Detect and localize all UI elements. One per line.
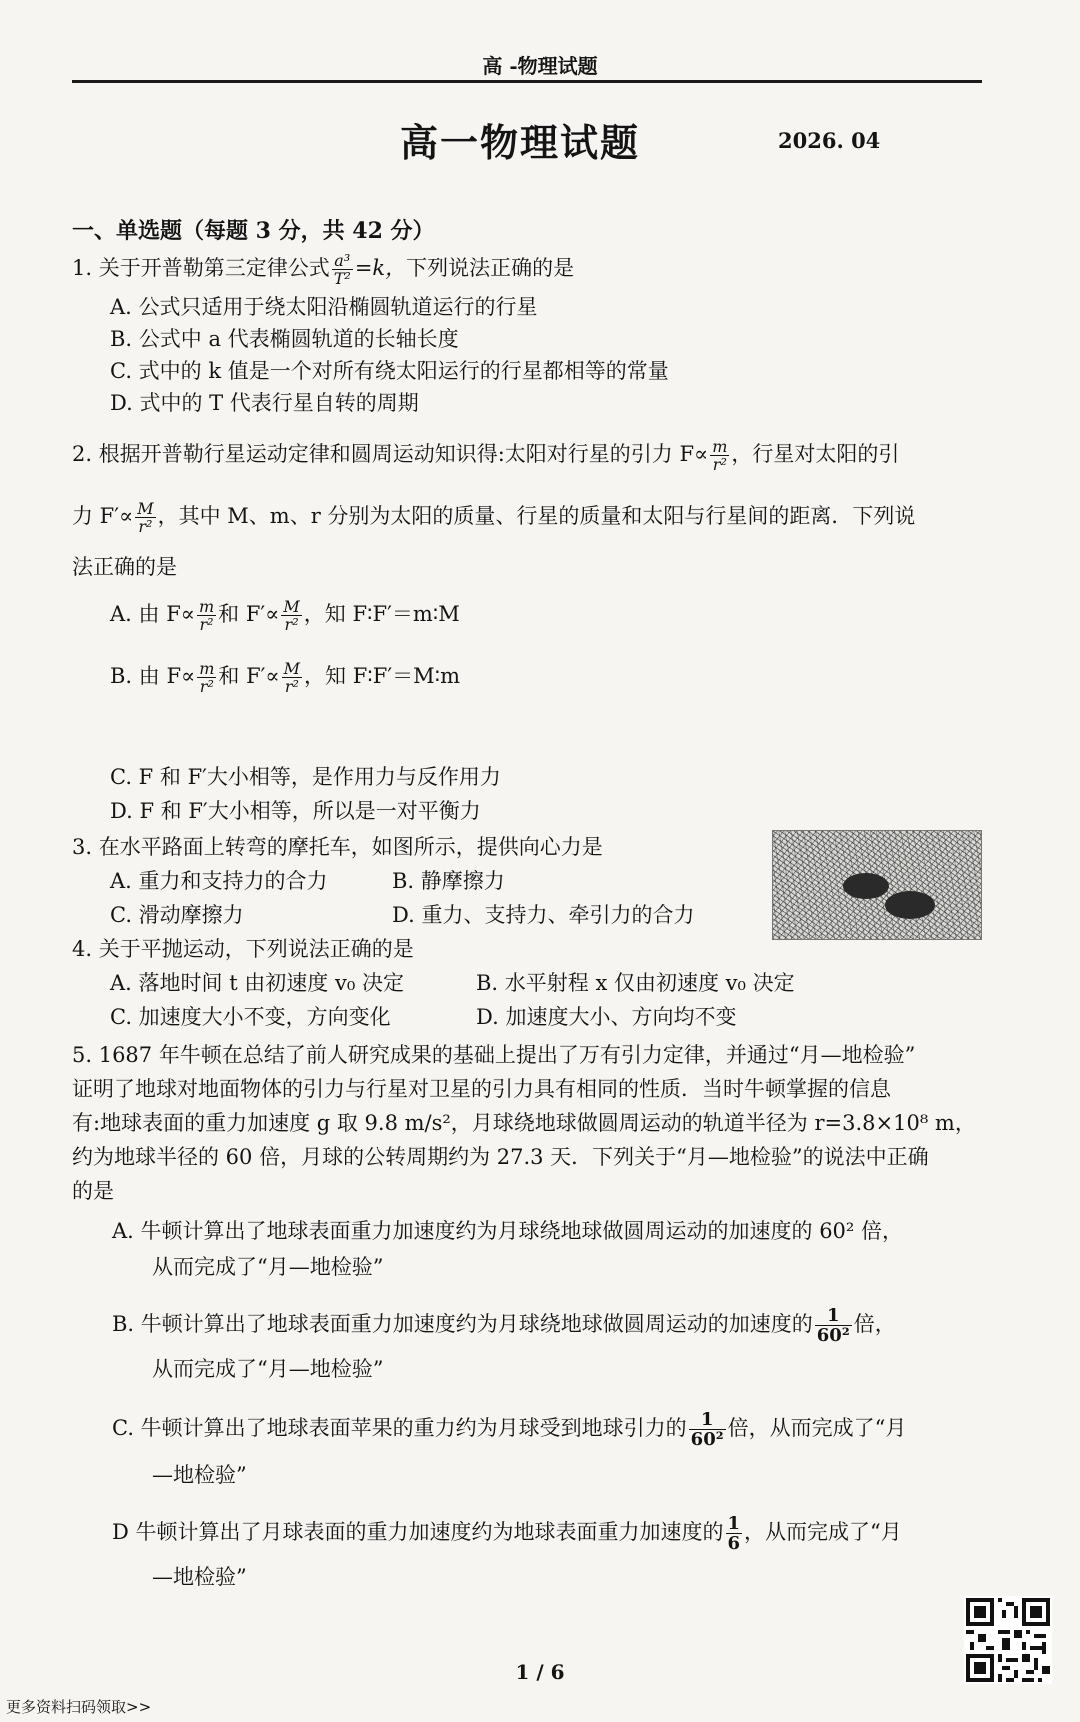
- q2-a-suffix: ，知 F∶F′＝m∶M: [303, 602, 460, 626]
- kepler-fraction: [332, 252, 353, 287]
- q4-option-d: D. 加速度大小、方向均不变: [476, 1005, 737, 1029]
- page-number: 1 / 6: [515, 1660, 565, 1684]
- q2-a-prefix: A. 由 F∝: [110, 602, 195, 626]
- q5-c-suffix: 倍，从而完成了“月: [727, 1416, 907, 1440]
- q5-b-frac-num: 1: [815, 1306, 852, 1326]
- q5-option-b-line2: 从而完成了“月—地检验”: [152, 1357, 384, 1381]
- q5-option-a-line1: A. 牛顿计算出了地球表面重力加速度约为月球绕地球做圆周运动的加速度的 60² 倍，: [112, 1219, 904, 1243]
- q5-d-frac-num: 1: [727, 1513, 741, 1534]
- more-resources-link[interactable]: 更多资料扫码领取>>: [6, 1698, 152, 1716]
- q5-stem-line4: 约为地球半径的 60 倍，月球的公转周期约为 27.3 天．下列关于“月—地检验”的说法中正确: [72, 1145, 929, 1169]
- q2-stem-line3: 法正确的是: [72, 555, 177, 579]
- q5-d-frac-den: 6: [727, 1533, 741, 1554]
- q2-a-frac-m: [197, 598, 216, 633]
- q5-b-frac-den: 60²: [816, 1325, 850, 1346]
- q2-frac-m-den: r²: [712, 455, 727, 474]
- q5-d-suffix: ，从而完成了“月: [744, 1520, 902, 1544]
- q2-frac-M-num: M: [137, 499, 154, 518]
- q5-option-c-line1: [112, 1410, 906, 1449]
- q1-stem-prefix: 1. 关于开普勒第三定律公式: [72, 256, 330, 280]
- q2-stem-line2: [72, 500, 915, 535]
- q2-a-frac-m-den: r²: [199, 615, 214, 634]
- q1-option-a: A. 公式只适用于绕太阳沿椭圆轨道运行的行星: [110, 295, 538, 319]
- q5-c-prefix: C. 牛顿计算出了地球表面苹果的重力约为月球受到地球引力的: [112, 1416, 687, 1440]
- q4-stem: 4. 关于平抛运动，下列说法正确的是: [72, 937, 414, 961]
- q5-stem-line2: 证明了地球对地面物体的引力与行星对卫星的引力具有相同的性质．当时牛顿掌握的信息: [72, 1077, 891, 1101]
- q1-stem: [72, 252, 574, 287]
- q2-b-frac-M-den: r²: [284, 677, 299, 696]
- q2-option-a: [110, 598, 460, 633]
- q2-line2-suffix: ，其中 M、m、r 分别为太阳的质量、行星的质量和太阳与行星间的距离．下列说: [157, 504, 916, 528]
- header-rule: [72, 80, 982, 83]
- page-title: 高一物理试题: [400, 120, 641, 165]
- qr-code-icon[interactable]: [964, 1596, 1052, 1684]
- q2-b-frac-m: [197, 660, 216, 695]
- q5-stem-line1: 5. 1687 年牛顿在总结了前人研究成果的基础上提出了万有引力定律，并通过“月—地检验”: [72, 1043, 916, 1067]
- q5-c-frac-num: 1: [689, 1410, 726, 1430]
- q4-option-a: A. 落地时间 t 由初速度 v₀ 决定: [110, 971, 404, 995]
- q5-d-fraction: [726, 1514, 743, 1553]
- q2-a-mid: 和 F′∝: [218, 602, 280, 626]
- q5-b-suffix: 倍，: [853, 1312, 896, 1336]
- q2-a-frac-M-num: M: [283, 597, 300, 616]
- q5-option-d-line1: [112, 1514, 902, 1553]
- q3-option-a: A. 重力和支持力的合力: [110, 869, 328, 893]
- q2-frac-m-num: m: [712, 437, 728, 456]
- q5-option-d-line2: —地检验”: [152, 1565, 247, 1589]
- q2-fraction-M: [135, 500, 155, 535]
- exam-date: 2026. 04: [778, 128, 881, 153]
- q2-option-d: D. F 和 F′大小相等，所以是一对平衡力: [110, 799, 481, 823]
- kepler-numerator: a³: [332, 252, 353, 270]
- q1-option-b: B. 公式中 a 代表椭圆轨道的长轴长度: [110, 327, 459, 351]
- q2-b-frac-M: [282, 660, 302, 695]
- motorcycle-photo-icon: [772, 830, 982, 940]
- q5-option-a-line2: 从而完成了“月—地检验”: [152, 1255, 384, 1279]
- q3-option-c: C. 滑动摩擦力: [110, 903, 244, 927]
- q2-a-frac-m-num: m: [198, 597, 215, 616]
- rider-silhouette-2: [885, 891, 935, 919]
- q3-option-b: B. 静摩擦力: [392, 869, 505, 893]
- q5-stem-line5: 的是: [72, 1179, 114, 1203]
- q2-a-frac-M-den: r²: [284, 615, 299, 634]
- q2-stem-line1: [72, 438, 899, 473]
- kepler-denominator: T²: [333, 269, 351, 288]
- q2-line2-prefix: 力 F′∝: [72, 504, 134, 528]
- q5-option-b-line1: [112, 1306, 896, 1345]
- kepler-eq: =k，: [354, 256, 407, 280]
- running-header: 高 -物理试题: [482, 54, 598, 78]
- q5-option-c-line2: —地检验”: [152, 1463, 247, 1487]
- q2-b-frac-m-den: r²: [199, 677, 214, 696]
- q5-b-prefix: B. 牛顿计算出了地球表面重力加速度约为月球绕地球做圆周运动的加速度的: [112, 1312, 813, 1336]
- q2-fraction-m: [710, 438, 729, 473]
- q2-b-prefix: B. 由 F∝: [110, 664, 196, 688]
- q4-option-c: C. 加速度大小不变，方向变化: [110, 1005, 391, 1029]
- q2-line1-suffix: ，行星对太阳的引: [731, 442, 900, 466]
- rider-silhouette-1: [843, 873, 889, 899]
- q4-option-b: B. 水平射程 x 仅由初速度 v₀ 决定: [476, 971, 795, 995]
- q1-option-d: D. 式中的 T 代表行星自转的周期: [110, 391, 419, 415]
- q5-d-prefix: D 牛顿计算出了月球表面的重力加速度约为地球表面重力加速度的: [112, 1520, 724, 1544]
- q2-b-suffix: ，知 F∶F′＝M∶m: [304, 664, 460, 688]
- q5-b-fraction: [815, 1306, 852, 1345]
- qr-code-graphic: [966, 1598, 1050, 1682]
- q2-option-c: C. F 和 F′大小相等，是作用力与反作用力: [110, 765, 501, 789]
- q2-frac-M-den: r²: [138, 517, 153, 536]
- q1-option-c: C. 式中的 k 值是一个对所有绕太阳运行的行星都相等的常量: [110, 359, 669, 383]
- section-heading: 一、单选题（每题 3 分，共 42 分）: [72, 218, 435, 244]
- q2-line1-prefix: 2. 根据开普勒行星运动定律和圆周运动知识得:太阳对行星的引力 F∝: [72, 442, 709, 466]
- q1-stem-suffix: 下列说法正确的是: [406, 256, 575, 280]
- q5-stem-line3: 有:地球表面的重力加速度 g 取 9.8 m/s²，月球绕地球做圆周运动的轨道半径为 r=3.8×10⁸ m，: [72, 1111, 976, 1135]
- q5-c-fraction: [689, 1410, 726, 1449]
- q2-b-mid: 和 F′∝: [218, 664, 280, 688]
- q5-c-frac-den: 60²: [690, 1429, 724, 1450]
- q2-b-frac-m-num: m: [199, 659, 215, 678]
- q3-stem: 3. 在水平路面上转弯的摩托车，如图所示，提供向心力是: [72, 835, 603, 859]
- q2-b-frac-M-num: M: [283, 659, 301, 678]
- q2-option-b: [110, 660, 460, 695]
- q3-option-d: D. 重力、支持力、牵引力的合力: [392, 903, 695, 927]
- q2-a-frac-M: [281, 598, 301, 633]
